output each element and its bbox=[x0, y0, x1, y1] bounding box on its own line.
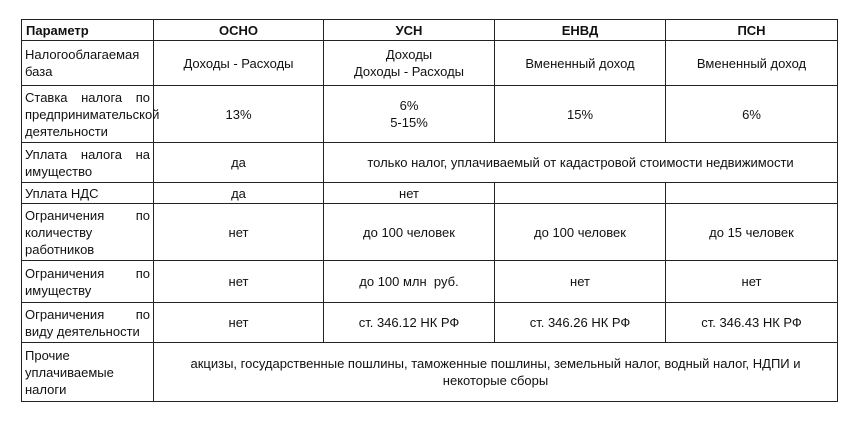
cell-usn bbox=[324, 86, 495, 143]
cell-merged-line: акцизы, государственные пошлины, таможенные пошлины, земельный налог, водный налог, НДПИ и bbox=[190, 356, 801, 371]
cell-psn bbox=[666, 183, 838, 204]
row-param-label: Прочие уплачиваемые налоги bbox=[22, 343, 154, 402]
table-row bbox=[22, 261, 838, 303]
cell-usn-line: Доходы bbox=[385, 47, 433, 62]
row-param-label: Ограничения по количеству работников bbox=[22, 204, 154, 261]
cell-usn bbox=[324, 41, 495, 86]
cell-usn: до 100 человек bbox=[324, 204, 495, 261]
row-param-label: Ограничения по имуществу bbox=[22, 261, 154, 303]
table-row bbox=[22, 143, 838, 183]
cell-osno: нет bbox=[154, 204, 324, 261]
table-header-row bbox=[22, 20, 838, 41]
cell-merged: только налог, уплачиваемый от кадастровой стоимости недвижимости bbox=[324, 143, 838, 183]
cell-merged bbox=[154, 343, 838, 402]
table-row bbox=[22, 183, 838, 204]
row-param-label: Уплата НДС bbox=[22, 183, 154, 204]
header-envd: ЕНВД bbox=[495, 20, 666, 41]
header-osno: ОСНО bbox=[154, 20, 324, 41]
cell-envd bbox=[495, 183, 666, 204]
row-param-label: Налогооблагаемая база bbox=[22, 41, 154, 86]
table-row bbox=[22, 343, 838, 402]
cell-osno: да bbox=[154, 143, 324, 183]
cell-merged-line: некоторые сборы bbox=[442, 373, 549, 388]
cell-envd: Вмененный доход bbox=[495, 41, 666, 86]
cell-psn: Вмененный доход bbox=[666, 41, 838, 86]
cell-osno: Доходы - Расходы bbox=[154, 41, 324, 86]
cell-psn: до 15 человек bbox=[666, 204, 838, 261]
cell-osno: 13% bbox=[154, 86, 324, 143]
cell-envd: нет bbox=[495, 261, 666, 303]
header-param: Параметр bbox=[22, 20, 154, 41]
cell-envd: ст. 346.26 НК РФ bbox=[495, 303, 666, 343]
cell-psn: 6% bbox=[666, 86, 838, 143]
cell-osno: нет bbox=[154, 303, 324, 343]
cell-usn-line: Доходы - Расходы bbox=[353, 64, 464, 79]
tax-regimes-table bbox=[21, 19, 838, 402]
header-psn: ПСН bbox=[666, 20, 838, 41]
cell-osno: да bbox=[154, 183, 324, 204]
cell-usn: до 100 млн руб. bbox=[324, 261, 495, 303]
table-row bbox=[22, 303, 838, 343]
cell-osno: нет bbox=[154, 261, 324, 303]
table-row bbox=[22, 86, 838, 143]
table-row bbox=[22, 204, 838, 261]
cell-psn: ст. 346.43 НК РФ bbox=[666, 303, 838, 343]
cell-usn: ст. 346.12 НК РФ bbox=[324, 303, 495, 343]
cell-usn: нет bbox=[324, 183, 495, 204]
cell-psn: нет bbox=[666, 261, 838, 303]
header-usn: УСН bbox=[324, 20, 495, 41]
table-row bbox=[22, 41, 838, 86]
row-param-label: Ставка налога по предпринимательской деятельности bbox=[22, 86, 154, 143]
row-param-label: Ограничения по виду деятельности bbox=[22, 303, 154, 343]
cell-usn-line: 5-15% bbox=[390, 115, 428, 130]
cell-envd: 15% bbox=[495, 86, 666, 143]
cell-usn-line: 6% bbox=[399, 98, 419, 113]
cell-envd: до 100 человек bbox=[495, 204, 666, 261]
row-param-label: Уплата налога на имущество bbox=[22, 143, 154, 183]
